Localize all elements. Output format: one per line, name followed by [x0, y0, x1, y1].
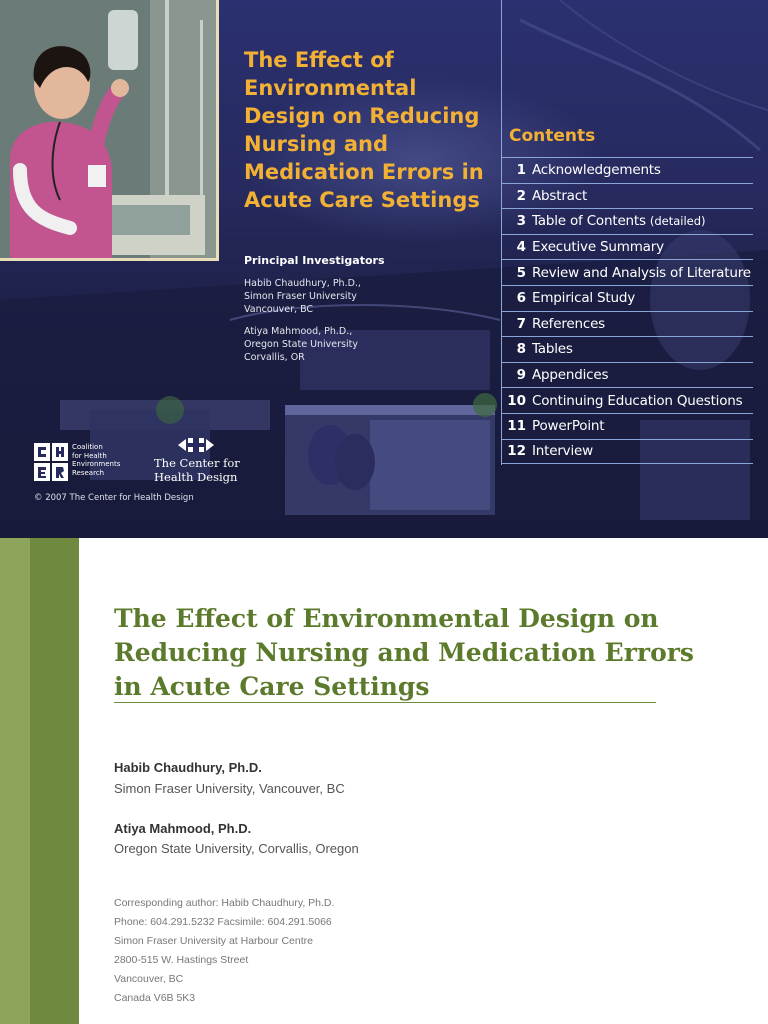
- contents-item-number: 8: [516, 341, 526, 358]
- contents-item-appendices[interactable]: [502, 362, 753, 388]
- nurse-illustration: [0, 0, 219, 261]
- contents-item-number: 2: [516, 187, 526, 204]
- contents-item-acknowledgements[interactable]: [502, 157, 753, 183]
- contents-item-interview[interactable]: [502, 439, 753, 465]
- contents-item-number: 7: [516, 315, 526, 332]
- correspondence-line: Canada V6B 5K3: [114, 992, 196, 1004]
- contents-item-references[interactable]: [502, 311, 753, 337]
- contents-item-label: Executive Summary: [532, 239, 664, 256]
- investigator-name: Habib Chaudhury, Ph.D.,: [244, 278, 361, 289]
- contents-item-abstract[interactable]: [502, 183, 753, 209]
- contents-item-number: 3: [516, 213, 526, 230]
- title-underline: [114, 702, 656, 703]
- contents-item-number: 10: [507, 392, 526, 409]
- cover-title: The Effect of Environmental Design on Reducing Nursing and Medication Errors in Acute Care Settings: [244, 48, 484, 212]
- chd-logo-icon: [152, 436, 242, 454]
- contents-heading: Contents: [509, 126, 596, 146]
- contents-item-label: Table of Contents: [532, 213, 646, 230]
- contents-item-number: 12: [507, 443, 526, 460]
- contents-item-label: Review and Analysis of Literature: [532, 264, 751, 281]
- page-title: The Effect of Environmental Design on Reducing Nursing and Medication Errors in Acute Care Settings: [114, 604, 695, 701]
- contents-item-table-of-contents[interactable]: [502, 208, 753, 234]
- author-name-2: Atiya Mahmood, Ph.D.: [114, 821, 252, 836]
- chd-logo-line: The Center for: [154, 456, 240, 470]
- title-page: [0, 538, 768, 1024]
- author-name-1: Habib Chaudhury, Ph.D.: [114, 760, 262, 775]
- investigator-place: Vancouver, BC: [244, 304, 314, 315]
- contents-item-label: References: [532, 315, 606, 332]
- correspondence-line: Simon Fraser University at Harbour Centre: [114, 935, 313, 947]
- contents-item-label: Acknowledgements: [532, 162, 661, 179]
- principal-investigators-heading: Principal Investigators: [244, 254, 385, 267]
- correspondence-line: 2800-515 W. Hastings Street: [114, 954, 249, 966]
- investigator-1: [244, 277, 361, 316]
- contents-item-powerpoint[interactable]: [502, 413, 753, 439]
- contents-item-number: 6: [516, 290, 526, 307]
- investigator-place: Corvallis, OR: [244, 352, 305, 363]
- cover-photo-nurse: [0, 0, 219, 261]
- cher-logo-text: [72, 443, 120, 477]
- investigator-org: Simon Fraser University: [244, 291, 357, 302]
- contents-panel: [501, 0, 768, 465]
- contents-item-number: 4: [516, 239, 526, 256]
- contents-item-label: Abstract: [532, 187, 588, 204]
- contents-item-label: PowerPoint: [532, 418, 605, 435]
- author-affiliation-1: Simon Fraser University, Vancouver, BC: [114, 781, 345, 796]
- contents-item-ce-questions[interactable]: [502, 387, 753, 413]
- contents-item-label: Tables: [532, 341, 573, 358]
- contents-item-number: 9: [516, 367, 526, 384]
- copyright-notice: © 2007 The Center for Health Design: [34, 493, 194, 503]
- cher-logo-line: Research: [72, 468, 105, 477]
- contents-item-empirical-study[interactable]: [502, 285, 753, 311]
- investigator-org: Oregon State University: [244, 339, 358, 350]
- contents-item-number: 1: [516, 162, 526, 179]
- green-side-bar-accent: [0, 538, 30, 1024]
- correspondence-line: Phone: 604.291.5232 Facsimile: 604.291.5066: [114, 916, 332, 928]
- investigator-name: Atiya Mahmood, Ph.D.,: [244, 326, 353, 337]
- correspondence-line: Vancouver, BC: [114, 973, 184, 985]
- cher-logo-line: Coalition: [72, 443, 103, 451]
- cher-logo-line: for Health: [72, 451, 107, 460]
- chd-logo-line: Health Design: [154, 470, 238, 484]
- correspondence-block: [114, 894, 334, 1008]
- contents-list: [502, 157, 753, 464]
- contents-item-literature-review[interactable]: [502, 259, 753, 285]
- contents-item-label: Interview: [532, 443, 593, 460]
- contents-item-label: Appendices: [532, 367, 609, 384]
- author-affiliation-2: Oregon State University, Corvallis, Oregon: [114, 841, 359, 856]
- contents-item-number: 5: [516, 264, 526, 281]
- contents-item-label: Continuing Education Questions: [532, 392, 743, 409]
- contents-item-number: 11: [507, 418, 526, 435]
- contents-item-tables[interactable]: [502, 336, 753, 362]
- chd-logo-text: [154, 456, 240, 484]
- correspondence-line: Corresponding author: Habib Chaudhury, Ph.D.: [114, 897, 335, 909]
- contents-item-label: Empirical Study: [532, 290, 636, 307]
- investigator-2: [244, 325, 358, 364]
- cher-logo-line: Environments: [72, 460, 121, 469]
- contents-item-executive-summary[interactable]: [502, 234, 753, 260]
- contents-item-note: (detailed): [649, 214, 706, 229]
